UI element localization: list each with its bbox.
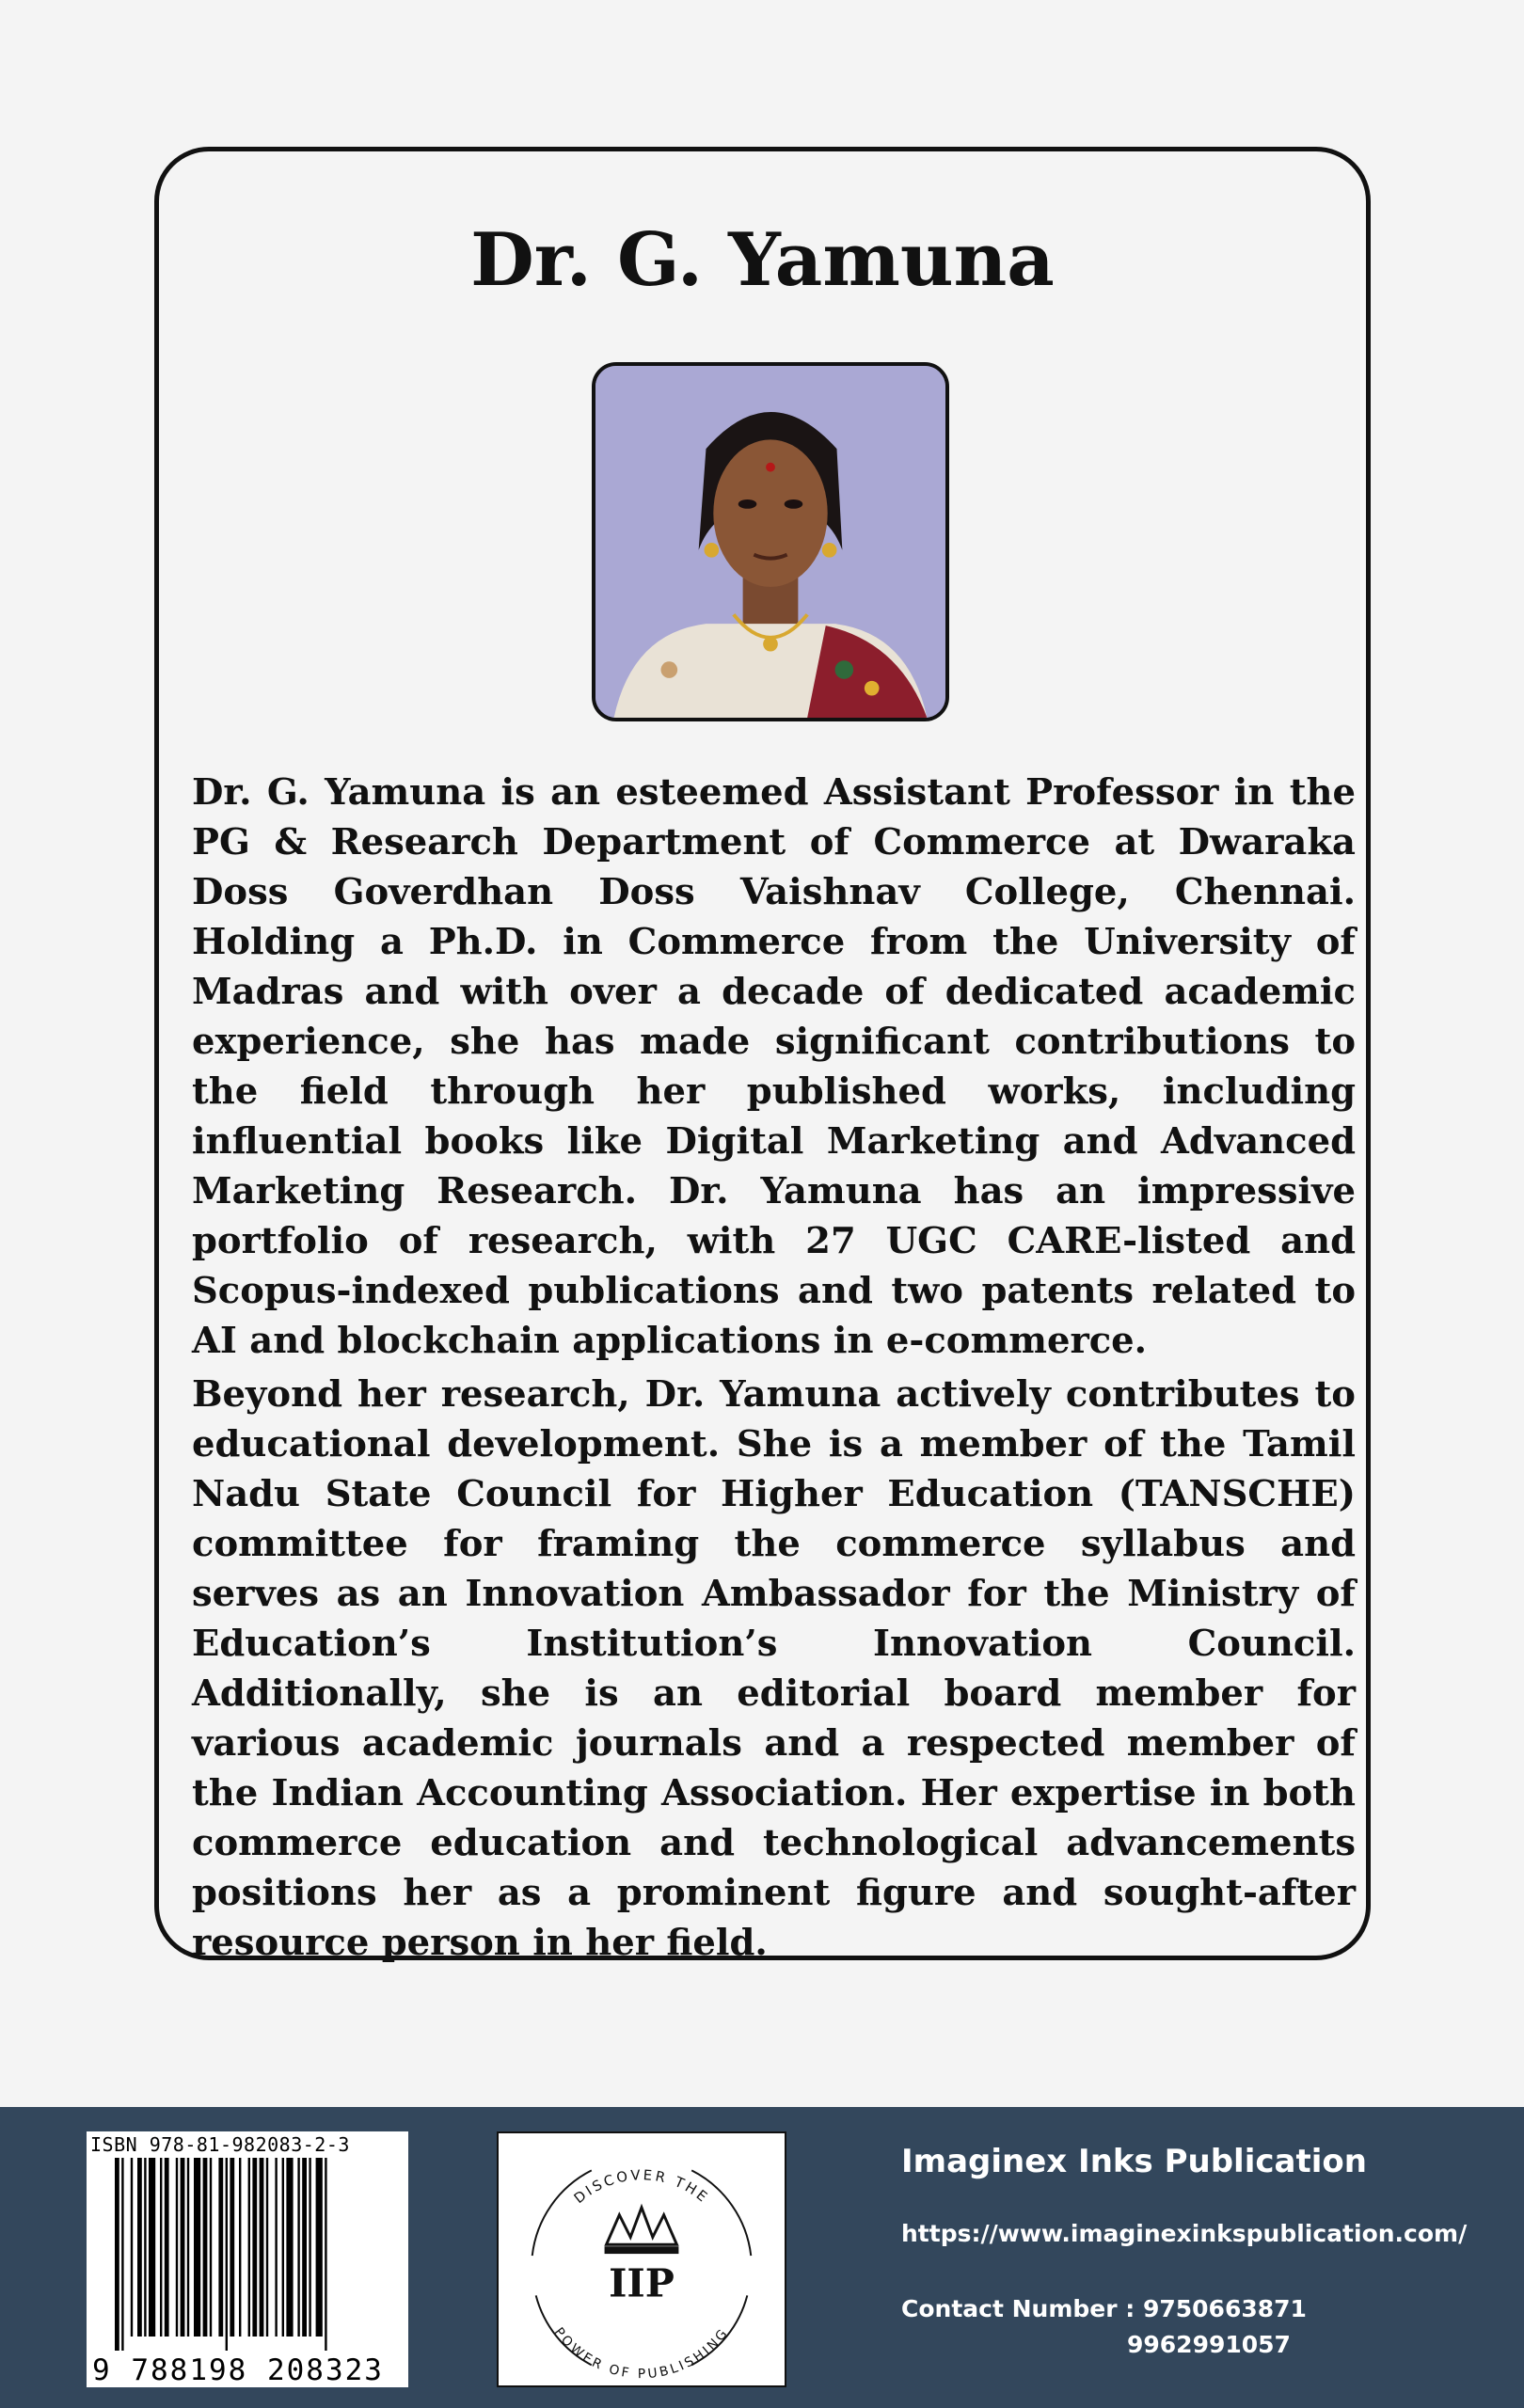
svg-text:POWER OF PUBLISHING xyxy=(551,2325,733,2383)
isbn-barcode xyxy=(87,2131,408,2387)
logo-monogram: IIP xyxy=(609,2259,675,2306)
isbn-number: 9 788198 208323 xyxy=(92,2353,384,2387)
svg-text:DISCOVER THE xyxy=(571,2167,712,2207)
publisher-name: Imaginex Inks Publication xyxy=(901,2143,1367,2180)
publisher-phone-2: 9962991057 xyxy=(1127,2331,1291,2358)
isbn-label: ISBN 978-81-982083-2-3 xyxy=(90,2133,350,2156)
logo-arc-bottom: POWER OF PUBLISHING xyxy=(550,2324,733,2383)
bio-paragraph-1: Dr. G. Yamuna is an esteemed Assistant Professor in the PG & Research Department of Commerce at Dwaraka Doss Goverdhan Doss Vaishnav College, Chennai. Holding a Ph.D. in Commerce from the University of Madras and with over a decade of dedicated academic experience, she has made significant contributions to the field through her published works, including influential books like Digital Marketing and Advanced Marketing Research. Dr. Yamuna has an impressive portfolio of research, with 27 UGC CARE-listed and Scopus-indexed publications and two patents related to AI and blockchain applications in e-commerce. xyxy=(192,771,1356,1362)
publisher-url[interactable]: https://www.imaginexinkspublication.com/ xyxy=(901,2220,1468,2247)
logo-arc-top: DISCOVER THE xyxy=(571,2167,712,2208)
author-name: Dr. G. Yamuna xyxy=(470,217,1055,303)
publisher-contact: Contact Number : 9750663871 xyxy=(901,2295,1307,2322)
bio-paragraph-2: Beyond her research, Dr. Yamuna actively contributes to educational development. She is a member of the Tamil Nadu State Council for Higher Education (TANSCHE) committee for framing the commerce syllabus and serves as an Innovation Ambassador for the Ministry of Education’s Institution’s Innovation Council. Additionally, she is an editorial board member for various academic journals and a respected member of the Indian Accounting Association. Her expertise in both commerce education and technological advancements positions her as a prominent figure and sought-after resource person in her field. xyxy=(192,1373,1356,1964)
author-bio-card xyxy=(154,147,1371,1964)
publisher-footer xyxy=(0,2107,1524,2408)
publisher-logo xyxy=(497,2131,786,2387)
author-photo xyxy=(592,362,949,721)
barcode-bars xyxy=(115,2158,397,2351)
